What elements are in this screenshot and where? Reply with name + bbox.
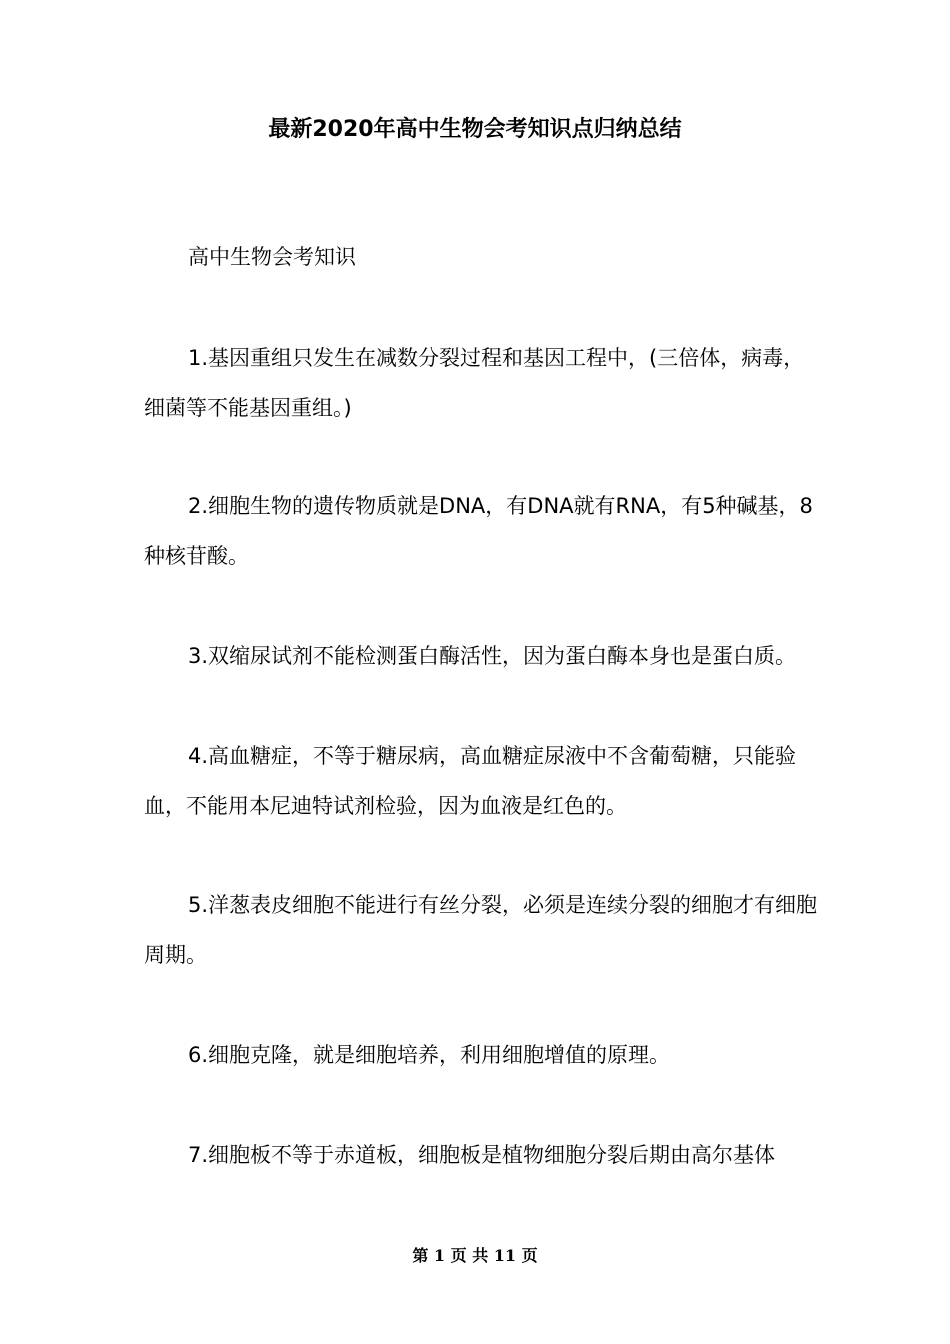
section-heading: 高中生物会考知识 (188, 245, 356, 269)
paragraph-7: 7.细胞板不等于赤道板，细胞板是植物细胞分裂后期由高尔基体 (188, 1143, 776, 1167)
page-footer: 第 1 页 共 11 页 (412, 1246, 538, 1265)
document-title: 最新2020年高中生物会考知识点归纳总结 (268, 117, 682, 142)
paragraph-5: 5.洋葱表皮细胞不能进行有丝分裂，必须是连续分裂的细胞才有细胞周期。 (144, 893, 818, 967)
paragraph-6: 6.细胞克隆，就是细胞培养，利用细胞增值的原理。 (188, 1043, 671, 1067)
paragraph-4: 4.高血糖症，不等于糖尿病，高血糖症尿液中不含葡萄糖，只能验血，不能用本尼迪特试剂检验，因为血液是红色的。 (144, 744, 797, 818)
paragraph-3: 3.双缩尿试剂不能检测蛋白酶活性，因为蛋白酶本身也是蛋白质。 (188, 644, 797, 668)
paragraph-1: 1.基因重组只发生在减数分裂过程和基因工程中，(三倍体，病毒，细菌等不能基因重组。) (144, 346, 805, 420)
paragraph-2: 2.细胞生物的遗传物质就是DNA，有DNA就有RNA，有5种碱基，8种核苷酸。 (144, 494, 813, 568)
